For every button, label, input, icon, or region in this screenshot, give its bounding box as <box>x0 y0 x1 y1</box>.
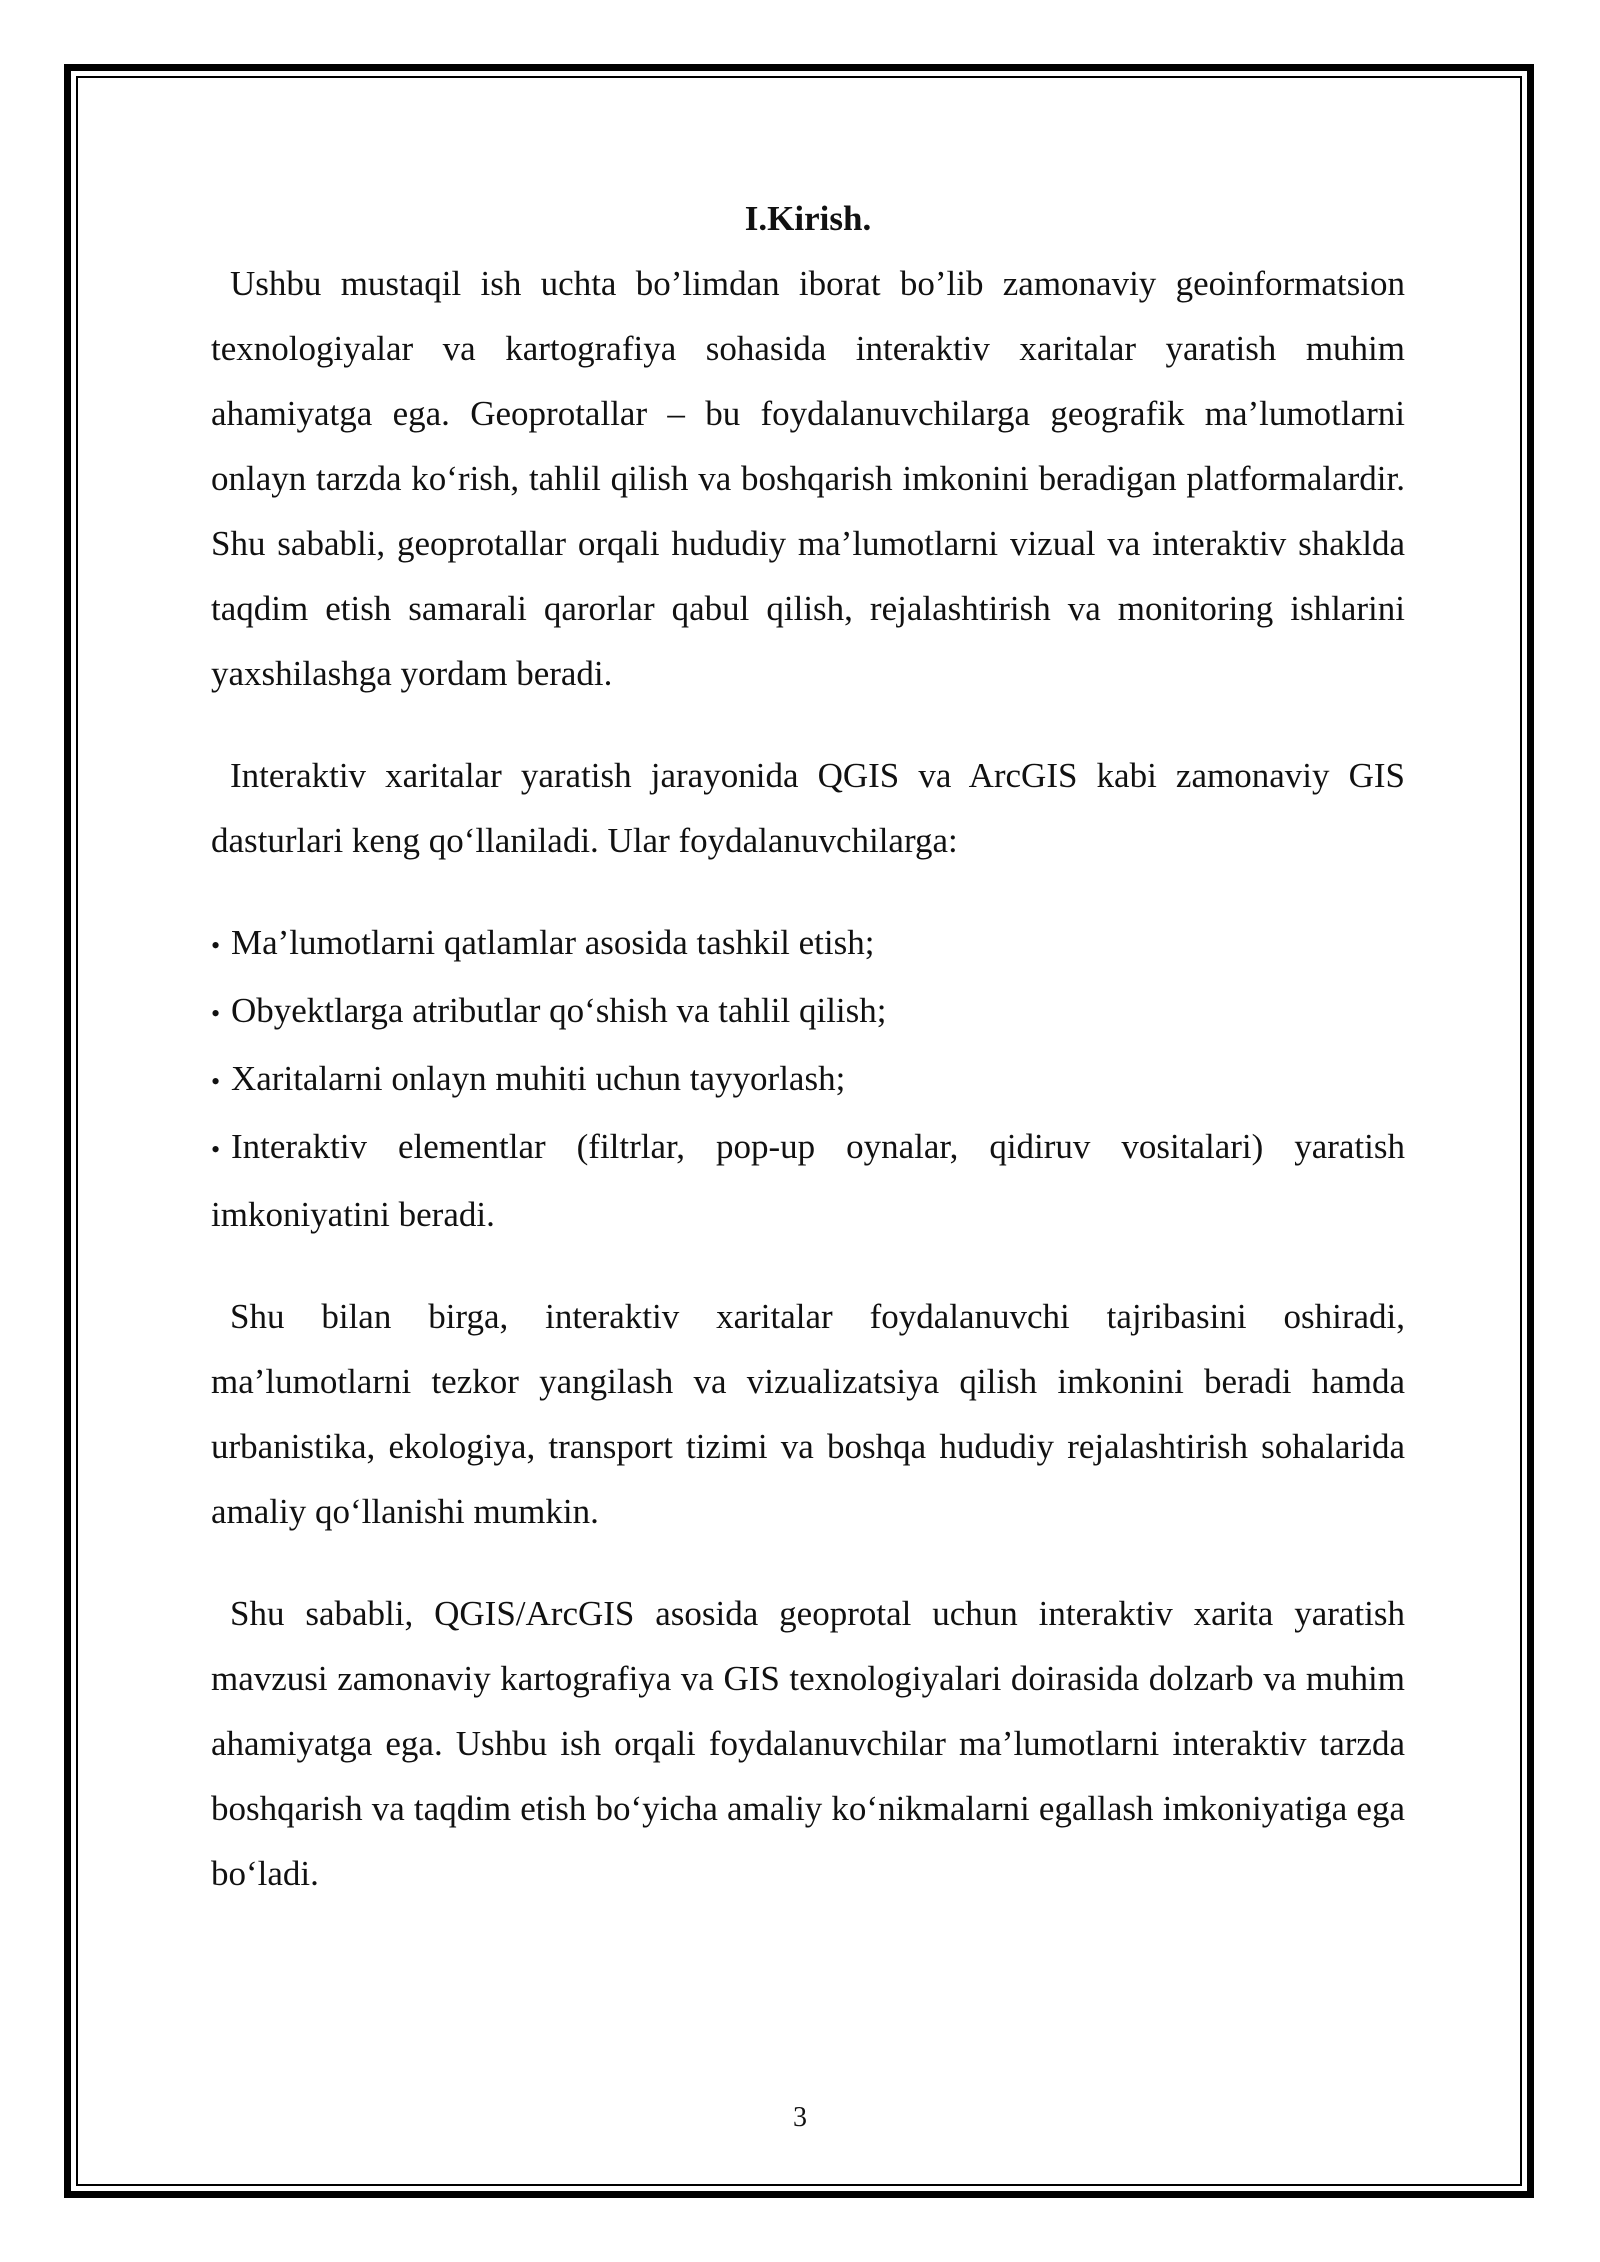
paragraph-spacer <box>211 1247 1405 1284</box>
paragraph-conclusion: Shu sababli, QGIS/ArcGIS asosida geoprotal uchun interaktiv xarita yaratish mavzusi zamonaviy kartografiya va GIS texnologiyalari doirasida dolzarb va muhim ahamiyatga ega. Ushbu ish orqali foydalanuvchilar ma’lumotlarni interaktiv tarzda boshqarish va taqdim etish bo‘yicha amaliy ko‘nikmalarni egallash imkoniyatiga ega bo‘ladi. <box>211 1594 1405 1893</box>
paragraph-tools: Interaktiv xaritalar yaratish jarayonida QGIS va ArcGIS kabi zamonaviy GIS dasturlari keng qo‘llaniladi. Ular foydalanuvchilarga: <box>211 756 1405 860</box>
list-item-text: Xaritalarni onlayn muhiti uchun tayyorlash; <box>231 1059 846 1098</box>
bullet-icon: • <box>211 1067 221 1096</box>
bullet-icon: • <box>211 999 221 1028</box>
list-item <box>211 978 1405 1046</box>
bullet-icon: • <box>211 931 221 960</box>
list-item-text: Ma’lumotlarni qatlamlar asosida tashkil etish; <box>231 923 875 962</box>
paragraph-benefits: Shu bilan birga, interaktiv xaritalar foydalanuvchi tajribasini oshiradi, ma’lumotlarni tezkor yangilash va vizualizatsiya qilish imkonini beradi hamda urbanistika, ekologiya, transport tizimi va boshqa hududiy rejalashtirish sohalarida amaliy qo‘llanishi mumkin. <box>211 1297 1405 1531</box>
paragraph-intro: Ushbu mustaqil ish uchta bo’limdan iborat bo’lib zamonaviy geoinformatsion texnologiyalar va kartografiya sohasida interaktiv xaritalar yaratish muhim ahamiyatga ega. Geoprotallar – bu foydalanuvchilarga geografik ma’lumotlarni onlayn tarzda ko‘rish, tahlil qilish va boshqarish imkonini beradigan platformalardir. Shu sababli, geoprotallar orqali hududiy ma’lumotlarni vizual va interaktiv shaklda taqdim etish samarali qarorlar qabul qilish, rejalashtirish va monitoring ishlarini yaxshilashga yordam beradi. <box>211 264 1405 693</box>
page-content <box>211 186 1405 1906</box>
list-item <box>211 1114 1405 1247</box>
list-item <box>211 1046 1405 1114</box>
section-heading: I.Kirish. <box>744 199 872 238</box>
list-item <box>211 910 1405 978</box>
paragraph-spacer <box>211 873 1405 910</box>
list-item-text: Interaktiv elementlar (filtrlar, pop-up oynalar, qidiruv vositalari) yaratish imkoniyatini beradi. <box>211 1127 1405 1234</box>
page-number: 3 <box>793 2102 807 2133</box>
paragraph-spacer <box>211 706 1405 743</box>
list-item-text: Obyektlarga atributlar qo‘shish va tahlil qilish; <box>231 991 887 1030</box>
paragraph-spacer <box>211 1544 1405 1581</box>
feature-list <box>211 910 1405 1247</box>
bullet-icon: • <box>211 1135 221 1164</box>
